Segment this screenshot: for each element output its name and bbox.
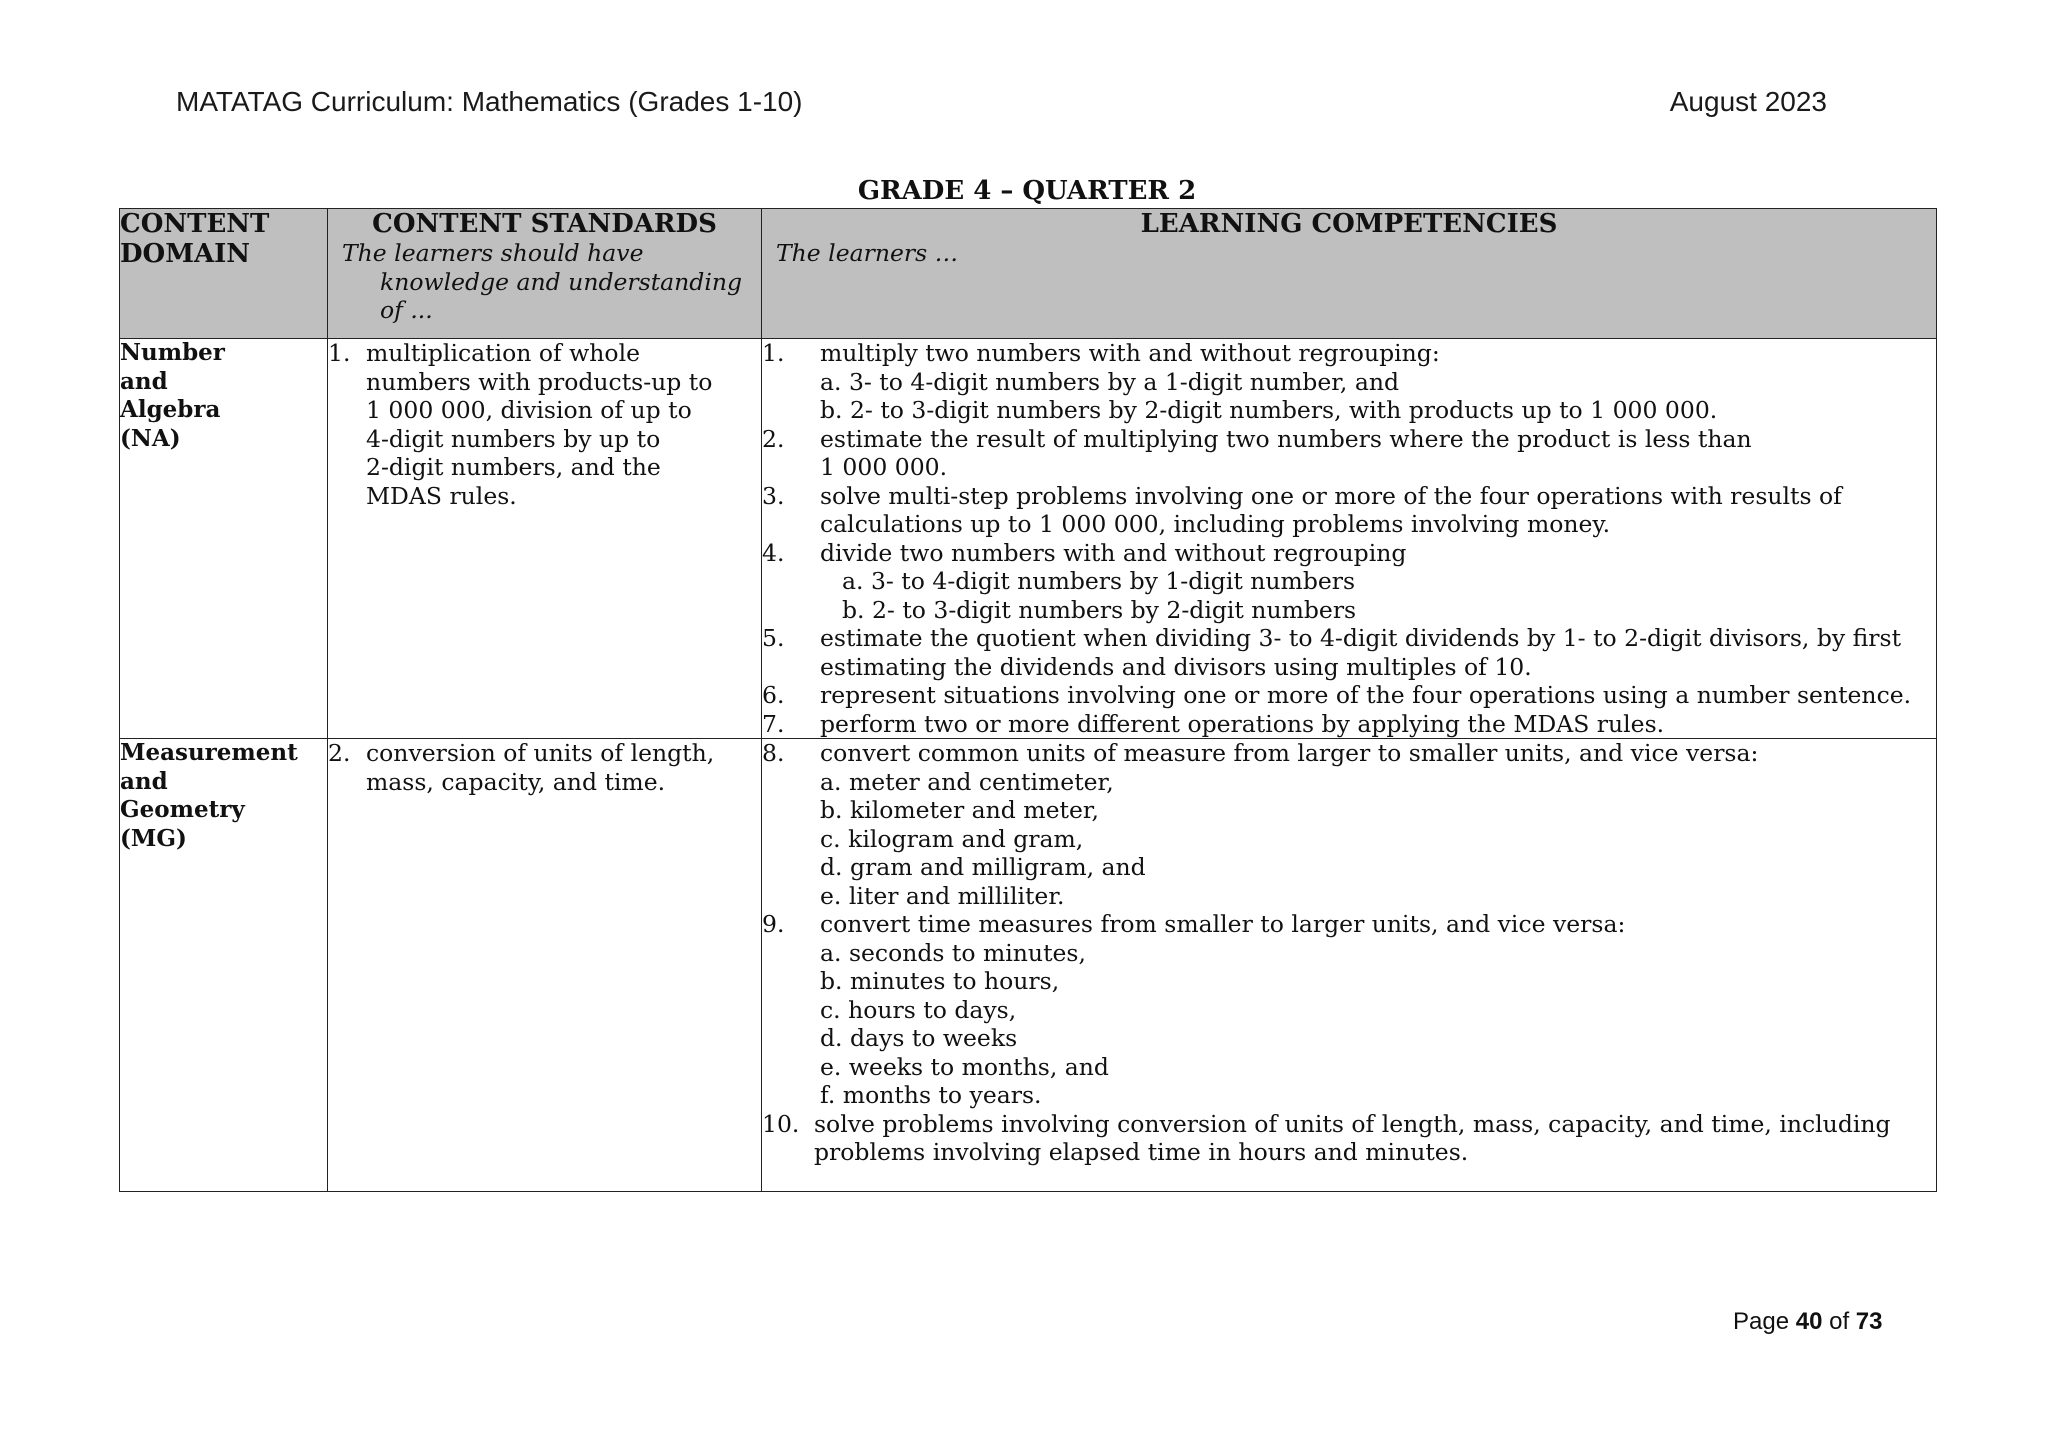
content-standard-cell: 2. conversion of units of length, mass, capacity, and time. [328,739,762,1192]
competency-item: 1. multiply two numbers with and without regrouping: a. 3- to 4-digit numbers by a 1-digit number, and b. 2- to 3-digit numbers by 2-digit numbers, with products up to 1 000 000. [762,339,1718,424]
competency-item: 6. represent situations involving one or more of the four operations using a number sentence. [762,681,1912,709]
header-content-standards-subtitle: The learners should have knowledge and understanding of ... [342,239,743,324]
header-content-standards [328,209,762,339]
document-header-title: MATATAG Curriculum: Mathematics (Grades 1-10) [176,86,803,117]
header-content-standards-title: CONTENT STANDARDS [372,209,717,239]
competency-item: 9. convert time measures from smaller to larger units, and vice versa: a. seconds to minutes, b. minutes to hours, c. hours to days, d. days to weeks e. weeks to months, and f. months to years. [762,910,1626,1109]
header-content-domain-line-2: DOMAIN [120,239,251,269]
competency-item: 4. divide two numbers with and without regrouping a. 3- to 4-digit numbers by 1-digit numbers b. 2- to 3-digit numbers by 2-digit numbers [762,538,1407,624]
competency-item: 7. perform two or more different operations by applying the MDAS rules. [762,709,1665,738]
competency-item: 10. solve problems involving conversion of units of length, mass, capacity, and time, including problems involving elapsed time in hours and minutes. [762,1109,1891,1166]
document-header-date: August 2023 [1669,86,1827,117]
table-title: GRADE 4 – QUARTER 2 [857,176,1197,206]
header-content-domain-line-1: CONTENT [120,209,270,239]
competency-item: 3. solve multi-step problems involving one or more of the four operations with results of calculations up to 1 000 000, including problems involving money. [762,481,1842,538]
competency-item: 5. estimate the quotient when dividing 3- to 4-digit dividends by 1- to 2-digit divisors, by first estimating the dividends and divisors using multiples of 10. [762,624,1902,681]
header-learning-competencies-title: LEARNING COMPETENCIES [1140,209,1558,239]
competency-item: 2. estimate the result of multiplying two numbers where the product is less than 1 000 000. [762,424,1752,481]
domain-cell: Number and Algebra (NA) [120,339,328,739]
header-content-domain [120,209,328,339]
header-learning-competencies [762,209,1937,339]
page-number: Page 40 of 73 [1733,1308,1883,1335]
table-row-measurement-geometry [120,739,1937,1192]
curriculum-table [119,208,1937,1192]
table-header-row [120,209,1937,339]
table-row-number-algebra [120,339,1937,739]
competencies-cell [762,339,1937,739]
domain-cell: Measurement and Geometry (MG) [120,739,328,1192]
header-learning-competencies-subtitle: The learners … [776,239,959,267]
competencies-cell [762,739,1937,1192]
competency-item: 8. convert common units of measure from larger to smaller units, and vice versa: a. meter and centimeter, b. kilometer and meter, c. kilogram and gram, d. gram and milligram, and e. liter and milliliter. [762,739,1759,910]
content-standard-cell: 1. multiplication of whole numbers with products-up to 1 000 000, division of up to 4-digit numbers by up to 2-digit numbers, and the MDAS rules. [328,339,762,739]
